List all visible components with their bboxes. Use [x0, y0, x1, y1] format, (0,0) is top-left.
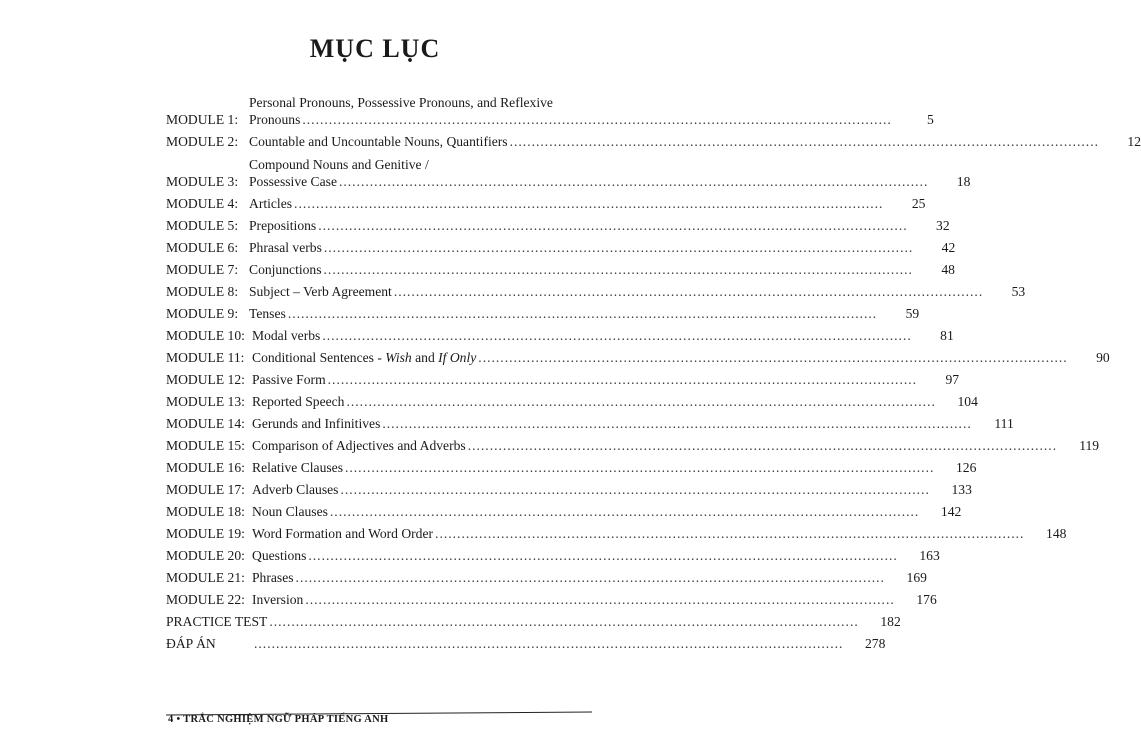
- toc-entry[interactable]: [166, 476, 972, 498]
- practice-test-entry[interactable]: [166, 608, 901, 630]
- entry-title: Relative Clauses: [252, 460, 343, 475]
- entry-line: [252, 393, 938, 410]
- entry-line: [252, 327, 914, 344]
- toc-entry[interactable]: [166, 586, 937, 608]
- entry-body: [252, 569, 887, 586]
- toc-entry[interactable]: [166, 410, 1014, 432]
- entry-body: [252, 635, 845, 652]
- entry-title: Inversion: [252, 592, 304, 607]
- toc-entry[interactable]: [166, 278, 1026, 300]
- entry-title: Comparison of Adjectives and Adverbs: [252, 438, 466, 453]
- page-number: 142: [940, 504, 962, 519]
- page-number: 133: [951, 482, 972, 497]
- page-number: 53: [1011, 284, 1026, 299]
- entry-line: [249, 305, 879, 322]
- answers-entry[interactable]: [166, 630, 886, 652]
- page-number: 5: [926, 112, 934, 127]
- entry-body: [249, 133, 1101, 150]
- dot-leader: [302, 111, 891, 128]
- entry-title: Word Formation and Word Order: [252, 526, 434, 541]
- dot-leader: [318, 217, 907, 234]
- module-label: MODULE 14:: [166, 416, 245, 431]
- entry-line: [252, 635, 845, 652]
- toc-entry[interactable]: [166, 256, 955, 278]
- entry-line: [252, 349, 1070, 366]
- entry-line: [252, 415, 974, 432]
- dot-leader: [345, 459, 934, 476]
- entry-line: [249, 156, 930, 173]
- module-label: MODULE 9:: [166, 306, 239, 321]
- toc-entry[interactable]: [166, 86, 934, 128]
- page-number: 59: [905, 306, 920, 321]
- dot-leader: [330, 503, 919, 520]
- entry-line: [249, 133, 1101, 150]
- toc-entry[interactable]: [166, 322, 954, 344]
- entry-body: [249, 261, 915, 278]
- entry-line: [249, 173, 930, 190]
- entry-line: [249, 111, 894, 128]
- dot-leader: [435, 525, 1024, 542]
- toc-entry[interactable]: [166, 388, 978, 410]
- entry-line: [249, 239, 915, 256]
- entry-body: [252, 327, 914, 344]
- entry-title: Personal Pronouns, Possessive Pronouns, and Reflexive: [249, 95, 553, 110]
- dot-leader: [394, 283, 983, 300]
- module-label: MODULE 10:: [166, 328, 245, 343]
- toc-entry[interactable]: [166, 212, 950, 234]
- page-number: 32: [936, 218, 950, 233]
- module-label: MODULE 18:: [166, 504, 245, 519]
- toc-entry[interactable]: [166, 150, 971, 190]
- page-number: 119: [1079, 438, 1100, 453]
- dot-leader: [324, 239, 913, 256]
- entry-body: [252, 459, 936, 476]
- page-number: 18: [956, 174, 971, 189]
- module-label: MODULE 5:: [166, 218, 239, 233]
- entry-line: [252, 371, 919, 388]
- entry-line: [267, 613, 860, 630]
- module-label: MODULE 4:: [166, 196, 239, 211]
- toc-entry[interactable]: [166, 300, 920, 322]
- page-number: 176: [916, 592, 937, 607]
- entry-line: [252, 481, 932, 498]
- toc-entry[interactable]: [166, 432, 1100, 454]
- entry-body: [267, 613, 860, 630]
- entry-line: [249, 94, 894, 111]
- module-label: MODULE 1:: [166, 112, 239, 127]
- dot-leader: [339, 173, 928, 190]
- entry-body: [252, 415, 974, 432]
- entry-title: Pronouns: [249, 112, 301, 127]
- module-label: MODULE 13:: [166, 394, 245, 409]
- page-title: MỤC LỤC: [309, 34, 441, 63]
- entry-title: Phrases: [252, 570, 294, 585]
- entry-line: [252, 547, 900, 564]
- module-label: MODULE 22:: [166, 592, 245, 607]
- entry-line: [252, 591, 897, 608]
- entry-body: [252, 371, 919, 388]
- page-number: 90: [1096, 350, 1110, 365]
- toc-entry[interactable]: [166, 564, 927, 586]
- page-number: 12: [1127, 134, 1141, 149]
- dot-leader: [346, 393, 935, 410]
- toc-entry[interactable]: [166, 190, 926, 212]
- entry-title: Articles: [249, 196, 293, 211]
- entry-body: [252, 393, 938, 410]
- module-label: MODULE 12:: [166, 372, 245, 387]
- entry-title: Countable and Uncountable Nouns, Quantifiers: [249, 134, 508, 149]
- toc-entry[interactable]: [166, 366, 960, 388]
- entry-line: [249, 283, 985, 300]
- entry-title: Questions: [252, 548, 307, 563]
- entry-body: [252, 437, 1059, 454]
- entry-body: [252, 503, 921, 520]
- entry-body: [249, 94, 894, 128]
- entry-title: Passive Form: [252, 372, 326, 387]
- page-number: 104: [957, 394, 978, 409]
- page-number: 81: [940, 328, 954, 343]
- module-label: MODULE 7:: [166, 262, 239, 277]
- entry-title: Tenses: [249, 306, 286, 321]
- dot-leader: [324, 261, 913, 278]
- dot-leader: [510, 133, 1099, 150]
- page-number: 97: [945, 372, 960, 387]
- entry-line: [252, 437, 1059, 454]
- module-label: MODULE 2:: [166, 134, 239, 149]
- entry-title: Phrasal verbs: [249, 240, 322, 255]
- page-number: 25: [911, 196, 926, 211]
- dot-leader: [269, 613, 858, 630]
- entry-title: Conditional Sentences - Wish and If Only: [252, 350, 477, 365]
- module-label: MODULE 3:: [166, 174, 239, 189]
- dot-leader: [308, 547, 897, 564]
- module-label: MODULE 8:: [166, 284, 239, 299]
- dot-leader: [382, 415, 971, 432]
- entry-body: [249, 239, 915, 256]
- table-of-contents: [166, 86, 1141, 652]
- module-label: MODULE 15:: [166, 438, 245, 453]
- entry-title: Possessive Case: [249, 174, 337, 189]
- entry-line: [249, 217, 910, 234]
- entry-title: Reported Speech: [252, 394, 345, 409]
- module-label: MODULE 20:: [166, 548, 245, 563]
- entry-body: [252, 481, 932, 498]
- entry-body: [249, 283, 985, 300]
- entry-line: [252, 525, 1026, 542]
- dot-leader: [294, 195, 883, 212]
- entry-body: [249, 156, 930, 190]
- page-number: 42: [941, 240, 956, 255]
- page-number: 48: [941, 262, 955, 277]
- page-number: 148: [1046, 526, 1067, 541]
- dot-leader: [322, 327, 911, 344]
- dot-leader: [296, 569, 885, 586]
- entry-body: [252, 525, 1026, 542]
- toc-entry[interactable]: [166, 128, 1141, 150]
- entry-body: [252, 547, 900, 564]
- entry-body: [249, 305, 879, 322]
- page-number: 169: [906, 570, 927, 585]
- page-number: 278: [865, 636, 886, 651]
- toc-entry[interactable]: [166, 344, 1110, 366]
- module-label: MODULE 6:: [166, 240, 239, 255]
- dot-leader: [328, 371, 917, 388]
- toc-entry[interactable]: [166, 542, 940, 564]
- page-number: 111: [994, 416, 1014, 431]
- module-label: MODULE 17:: [166, 482, 245, 497]
- entry-title: Conjunctions: [249, 262, 322, 277]
- entry-body: [252, 591, 897, 608]
- entry-title: Adverb Clauses: [252, 482, 339, 497]
- entry-title: Prepositions: [249, 218, 317, 233]
- entry-line: [249, 261, 915, 278]
- page-number: 182: [880, 614, 901, 629]
- toc-entry[interactable]: [166, 520, 1067, 542]
- entry-line: [249, 195, 885, 212]
- entry-title: Subject – Verb Agreement: [249, 284, 392, 299]
- entry-label: PRACTICE TEST: [166, 614, 268, 629]
- page-number: 163: [919, 548, 940, 563]
- entry-body: [252, 349, 1070, 366]
- entry-line: [252, 569, 887, 586]
- toc-entry[interactable]: [166, 454, 977, 476]
- dot-leader: [288, 305, 877, 322]
- module-label: MODULE 21:: [166, 570, 245, 585]
- entry-title: Gerunds and Infinitives: [252, 416, 381, 431]
- module-label: MODULE 19:: [166, 526, 245, 541]
- page-number: 126: [955, 460, 977, 475]
- page-footer: 4 • TRẮC NGHIỆM NGỮ PHÁP TIẾNG ANH: [168, 714, 389, 725]
- entry-body: [249, 217, 910, 234]
- dot-leader: [305, 591, 894, 608]
- dot-leader: [254, 635, 843, 652]
- dot-leader: [468, 437, 1057, 454]
- module-label: MODULE 11:: [166, 350, 245, 365]
- dot-leader: [478, 349, 1067, 366]
- toc-entry[interactable]: [166, 498, 962, 520]
- dot-leader: [340, 481, 929, 498]
- entry-title: Compound Nouns and Genitive /: [249, 157, 429, 172]
- entry-title: Noun Clauses: [252, 504, 328, 519]
- entry-line: [252, 503, 921, 520]
- entry-label: ĐÁP ÁN: [166, 636, 216, 651]
- module-label: MODULE 16:: [166, 460, 245, 475]
- entry-body: [249, 195, 885, 212]
- entry-title: Modal verbs: [252, 328, 321, 343]
- entry-line: [252, 459, 936, 476]
- toc-entry[interactable]: [166, 234, 956, 256]
